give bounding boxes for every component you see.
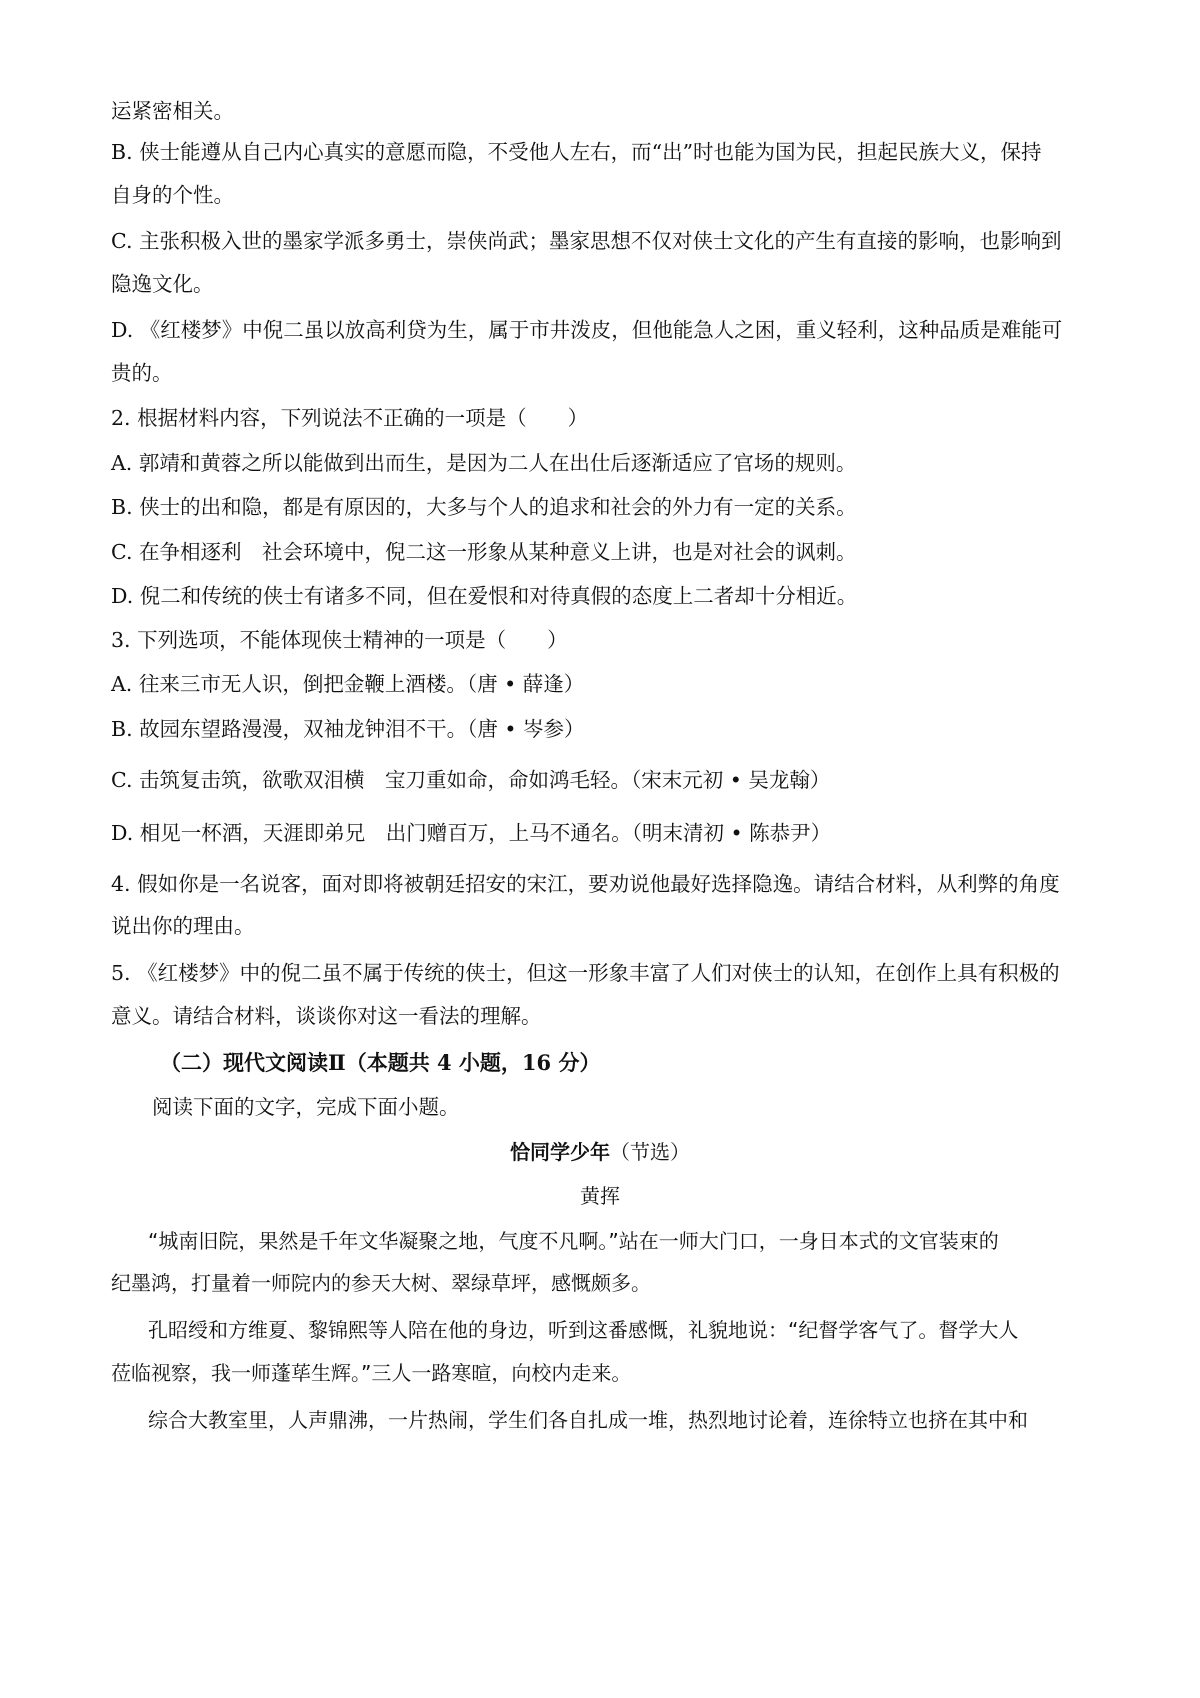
question-2-option-a: A. 郭靖和黄蓉之所以能做到出而生，是因为二人在出仕后逐渐适应了官场的规则。	[111, 451, 857, 475]
option-c-line1: C. 主张积极入世的墨家学派多勇士，崇侠尚武；墨家思想不仅对侠士文化的产生有直接的影响，也影响到	[111, 229, 1062, 253]
passage-p2-line1: 孔昭绶和方维夏、黎锦熙等人陪在他的身边，听到这番感慨，礼貌地说：“纪督学客气了。督学大人	[148, 1318, 1019, 1342]
question-5-line2: 意义。请结合材料，谈谈你对这一看法的理解。	[111, 1004, 542, 1028]
option-b-line2: 自身的个性。	[111, 183, 234, 207]
passage-p1-line1: “城南旧院，果然是千年文华凝聚之地，气度不凡啊。”站在一师大门口，一身日本式的文官装束的	[148, 1229, 999, 1253]
question-4-line2: 说出你的理由。	[111, 914, 255, 938]
option-a-continuation: 运紧密相关。	[111, 99, 234, 123]
question-3-option-b: B. 故园东望路漫漫，双袖龙钟泪不干。（唐 • 岑参）	[111, 717, 585, 741]
passage-p2-line2: 莅临视察，我一师蓬荜生辉。”三人一路寒暄，向校内走来。	[111, 1361, 632, 1385]
question-2-option-d: D. 倪二和传统的侠士有诸多不同，但在爱恨和对待真假的态度上二者却十分相近。	[111, 584, 858, 608]
passage-p1-line2: 纪墨鸿，打量着一师院内的参天大树、翠绿草坪，感慨颇多。	[111, 1271, 651, 1295]
question-4-line1: 4. 假如你是一名说客，面对即将被朝廷招安的宋江，要劝说他最好选择隐逸。请结合材料，从利弊的角度	[111, 872, 1060, 896]
option-d-line1: D. 《红楼梦》中倪二虽以放高利贷为生，属于市井泼皮，但他能急人之困，重义轻利，这种品质是难能可	[111, 318, 1063, 342]
passage-p3-line1: 综合大教室里，人声鼎沸，一片热闹，学生们各自扎成一堆，热烈地讨论着，连徐特立也挤在其中和	[148, 1408, 1028, 1432]
passage-title-main: 恰同学少年	[510, 1140, 610, 1164]
passage-title-note: （节选）	[610, 1140, 690, 1164]
option-b-line1: B. 侠士能遵从自己内心真实的意愿而隐，不受他人左右，而“出”时也能为国为民，担起民族大义，保持	[111, 140, 1042, 164]
question-3-option-d: D. 相见一杯酒，天涯即弟兄 出门赠百万，上马不通名。（明末清初 • 陈恭尹）	[111, 821, 832, 845]
passage-author: 黄挥	[580, 1184, 620, 1208]
question-2-option-c: C. 在争相逐利 社会环境中，倪二这一形象从某种意义上讲，也是对社会的讽刺。	[111, 540, 857, 564]
question-2-option-b: B. 侠士的出和隐，都是有原因的，大多与个人的追求和社会的外力有一定的关系。	[111, 495, 857, 519]
question-2-stem: 2. 根据材料内容，下列说法不正确的一项是（ ）	[111, 406, 589, 430]
section-heading: （二）现代文阅读Ⅱ（本题共 4 小题，16 分）	[160, 1050, 601, 1075]
question-3-option-c: C. 击筑复击筑，欲歌双泪横 宝刀重如命，命如鸿毛轻。（宋末元初 • 吴龙翰）	[111, 768, 831, 792]
question-3-stem: 3. 下列选项，不能体现侠士精神的一项是（ ）	[111, 628, 568, 652]
question-5-line1: 5. 《红楼梦》中的倪二虽不属于传统的侠士，但这一形象丰富了人们对侠士的认知，在创作上具有积极的	[111, 961, 1060, 985]
section-instruction: 阅读下面的文字，完成下面小题。	[152, 1095, 460, 1119]
option-c-line2: 隐逸文化。	[111, 272, 214, 296]
passage-title	[0, 1137, 1200, 1167]
option-d-line2: 贵的。	[111, 361, 173, 385]
question-3-option-a: A. 往来三市无人识，倒把金鞭上酒楼。（唐 • 薛逢）	[111, 672, 585, 696]
